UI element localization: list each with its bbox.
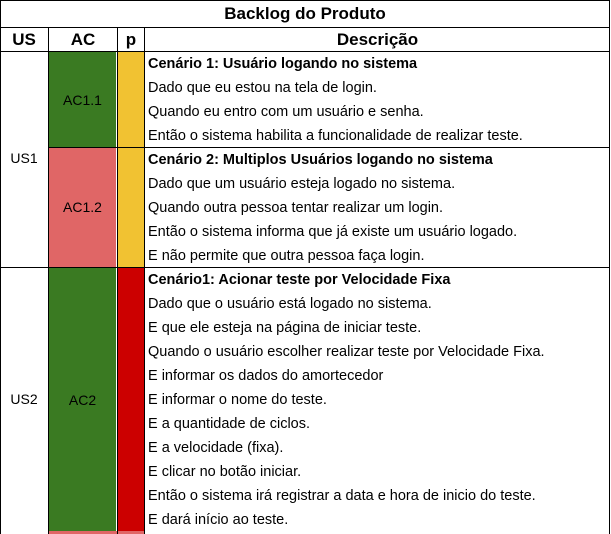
grid-line bbox=[0, 27, 610, 28]
scenario-line: Quando outra pessoa tentar realizar um login. bbox=[148, 200, 444, 216]
scenario-line: E dará início ao teste. bbox=[148, 512, 289, 528]
grid-line bbox=[0, 0, 610, 1]
ac1-1-label: AC1.1 bbox=[63, 92, 102, 108]
grid-line bbox=[609, 0, 610, 534]
ac2-label: AC2 bbox=[68, 392, 97, 408]
scenario-line: Então o sistema irá registrar a data e hora de inicio do teste. bbox=[148, 488, 536, 504]
scenario-line: Dado que um usuário esteja logado no sistema. bbox=[148, 176, 456, 192]
scenario-line: E informar os dados do amortecedor bbox=[148, 368, 384, 384]
scenario-title: Cenário 1: Usuário logando no sistema bbox=[148, 56, 418, 72]
table-title: Backlog do Produto bbox=[224, 4, 386, 23]
header-p: p bbox=[125, 30, 137, 49]
scenario-line: E não permite que outra pessoa faça login. bbox=[148, 248, 425, 264]
header-us: US bbox=[12, 30, 36, 49]
priority-us2-cell bbox=[118, 268, 144, 534]
scenario-line: Então o sistema informa que já existe um usuário logado. bbox=[148, 224, 518, 240]
scenario-title: Cenário 2: Multiplos Usuários logando no sistema bbox=[148, 152, 493, 168]
grid-line bbox=[144, 28, 145, 534]
grid-line bbox=[117, 28, 118, 534]
header-ac: AC bbox=[70, 30, 96, 49]
scenario-line: Dado que o usuário está logado no sistema. bbox=[148, 296, 432, 312]
us2-label: US2 bbox=[10, 391, 38, 407]
ac1-2-label: AC1.2 bbox=[63, 199, 102, 215]
scenario-line: Quando eu entro com um usuário e senha. bbox=[148, 104, 424, 120]
grid-line bbox=[0, 0, 1, 534]
scenario-line: E informar o nome do teste. bbox=[148, 392, 327, 408]
scenario-line: E a velocidade (fixa). bbox=[148, 440, 284, 456]
priority-us1-cell bbox=[118, 52, 144, 267]
scenario-line: E que ele esteja na página de iniciar teste. bbox=[148, 320, 422, 336]
header-descricao: Descrição bbox=[336, 30, 419, 49]
scenario-line: Então o sistema habilita a funcionalidade de realizar teste. bbox=[148, 128, 523, 144]
scenario-line: Quando o usuário escolher realizar teste por Velocidade Fixa. bbox=[148, 344, 545, 360]
scenario-line: Dado que eu estou na tela de login. bbox=[148, 80, 377, 96]
scenario-line: E clicar no botão iniciar. bbox=[148, 464, 302, 480]
scenario-title: Cenário1: Acionar teste por Velocidade Fixa bbox=[148, 272, 451, 288]
us1-label: US1 bbox=[10, 150, 38, 166]
scenario-line: E a quantidade de ciclos. bbox=[148, 416, 311, 432]
